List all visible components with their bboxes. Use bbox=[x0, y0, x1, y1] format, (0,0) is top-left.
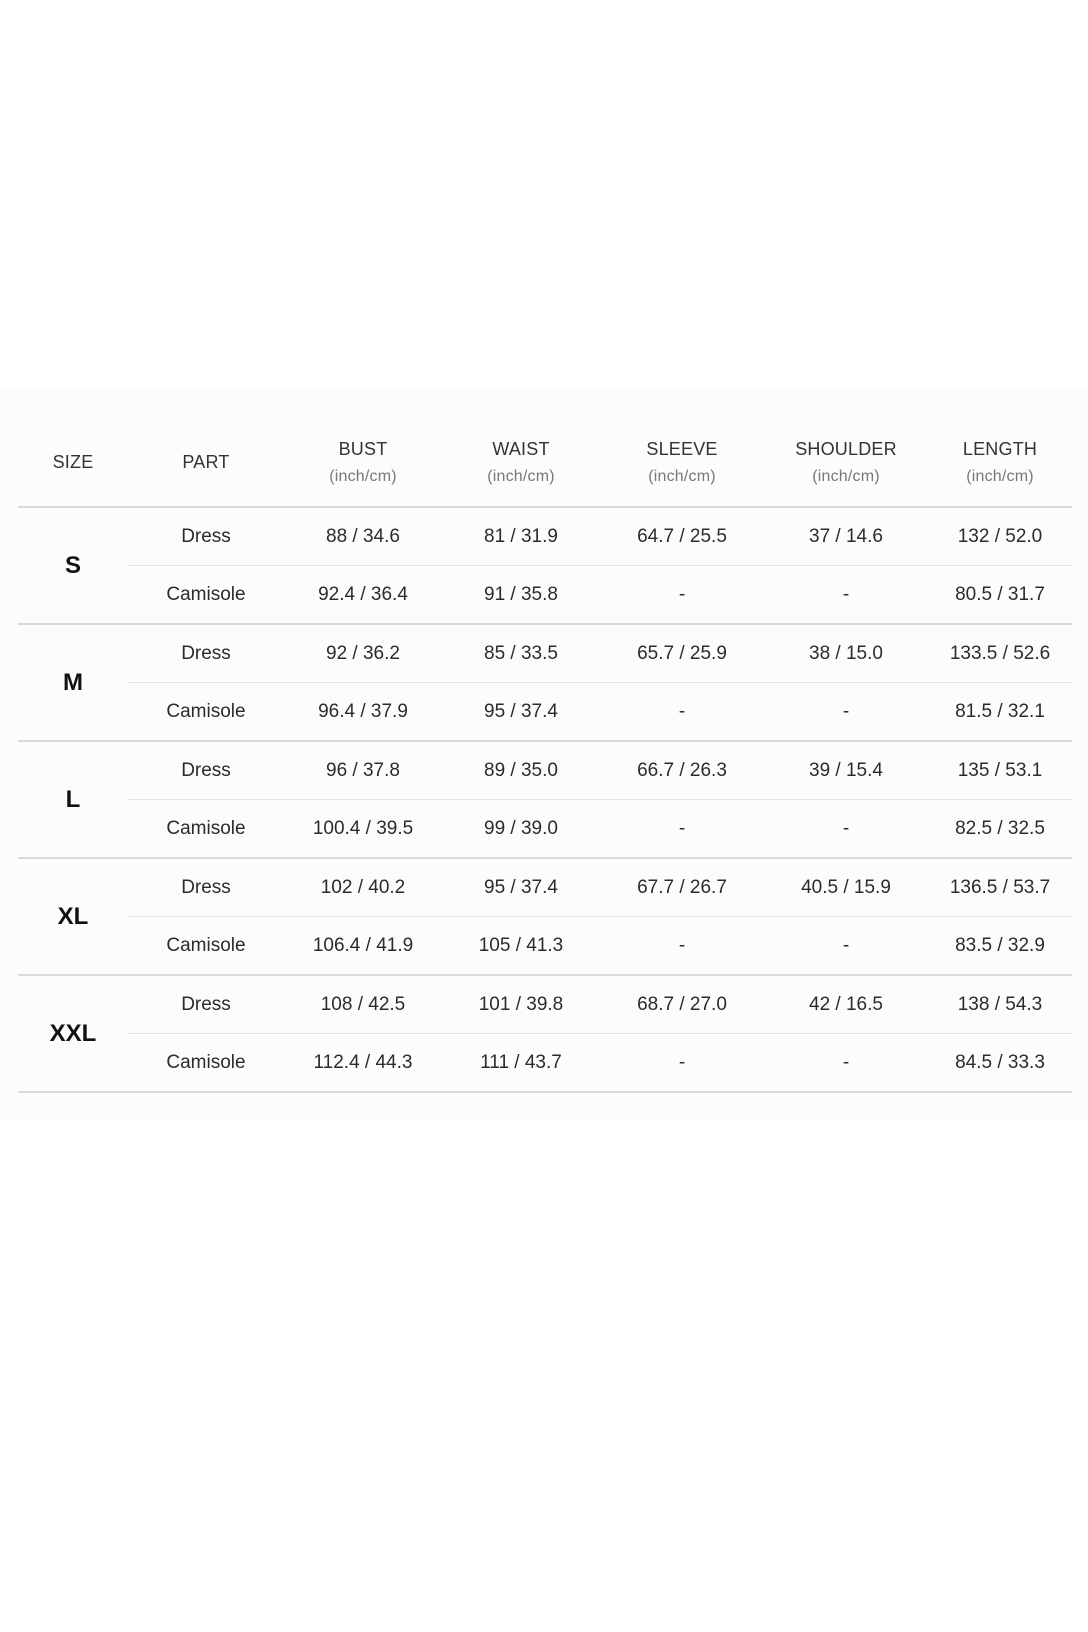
table-row-m-dress bbox=[18, 624, 1072, 683]
part-cell: Camisole bbox=[128, 800, 284, 859]
sleeve-cell: 64.7 / 25.5 bbox=[600, 507, 764, 566]
header-bust bbox=[284, 418, 442, 507]
header-waist bbox=[442, 418, 600, 507]
length-cell: 84.5 / 33.3 bbox=[928, 1034, 1072, 1093]
sleeve-cell: - bbox=[600, 800, 764, 859]
table-row-xl-camisole bbox=[18, 917, 1072, 976]
header-waist-unit: (inch/cm) bbox=[487, 467, 555, 485]
size-label-l: L bbox=[18, 741, 128, 858]
part-cell: Camisole bbox=[128, 1034, 284, 1093]
length-cell: 83.5 / 32.9 bbox=[928, 917, 1072, 976]
sleeve-cell: - bbox=[600, 566, 764, 625]
waist-cell: 91 / 35.8 bbox=[442, 566, 600, 625]
header-size-label: SIZE bbox=[52, 451, 94, 472]
header-bust-unit: (inch/cm) bbox=[329, 467, 397, 485]
sleeve-cell: 66.7 / 26.3 bbox=[600, 741, 764, 800]
size-label-s: S bbox=[18, 507, 128, 624]
header-sleeve-label: SLEEVE bbox=[646, 438, 718, 459]
bust-cell: 112.4 / 44.3 bbox=[284, 1034, 442, 1093]
table-row-xxl-camisole bbox=[18, 1034, 1072, 1093]
sleeve-cell: - bbox=[600, 917, 764, 976]
sleeve-cell: 67.7 / 26.7 bbox=[600, 858, 764, 917]
table-row-l-dress bbox=[18, 741, 1072, 800]
header-sleeve bbox=[600, 418, 764, 507]
header-shoulder-unit: (inch/cm) bbox=[812, 467, 880, 485]
waist-cell: 99 / 39.0 bbox=[442, 800, 600, 859]
size-chart-table bbox=[18, 418, 1072, 1093]
header-bust-label: BUST bbox=[338, 438, 388, 459]
sleeve-cell: - bbox=[600, 683, 764, 742]
waist-cell: 95 / 37.4 bbox=[442, 858, 600, 917]
shoulder-cell: - bbox=[764, 566, 928, 625]
part-cell: Dress bbox=[128, 741, 284, 800]
header-part bbox=[128, 418, 284, 507]
waist-cell: 89 / 35.0 bbox=[442, 741, 600, 800]
header-shoulder bbox=[764, 418, 928, 507]
bust-cell: 100.4 / 39.5 bbox=[284, 800, 442, 859]
size-label-m: M bbox=[18, 624, 128, 741]
header-sleeve-unit: (inch/cm) bbox=[648, 467, 716, 485]
waist-cell: 81 / 31.9 bbox=[442, 507, 600, 566]
header-shoulder-label: SHOULDER bbox=[795, 438, 897, 459]
shoulder-cell: - bbox=[764, 800, 928, 859]
length-cell: 136.5 / 53.7 bbox=[928, 858, 1072, 917]
part-cell: Dress bbox=[128, 624, 284, 683]
length-cell: 133.5 / 52.6 bbox=[928, 624, 1072, 683]
bust-cell: 92 / 36.2 bbox=[284, 624, 442, 683]
part-cell: Dress bbox=[128, 507, 284, 566]
waist-cell: 85 / 33.5 bbox=[442, 624, 600, 683]
shoulder-cell: - bbox=[764, 1034, 928, 1093]
bust-cell: 108 / 42.5 bbox=[284, 975, 442, 1034]
bust-cell: 102 / 40.2 bbox=[284, 858, 442, 917]
sleeve-cell: - bbox=[600, 1034, 764, 1093]
sleeve-cell: 65.7 / 25.9 bbox=[600, 624, 764, 683]
table-row-xl-dress bbox=[18, 858, 1072, 917]
shoulder-cell: 39 / 15.4 bbox=[764, 741, 928, 800]
bust-cell: 96 / 37.8 bbox=[284, 741, 442, 800]
length-cell: 138 / 54.3 bbox=[928, 975, 1072, 1034]
part-cell: Dress bbox=[128, 975, 284, 1034]
waist-cell: 95 / 37.4 bbox=[442, 683, 600, 742]
bust-cell: 88 / 34.6 bbox=[284, 507, 442, 566]
shoulder-cell: 42 / 16.5 bbox=[764, 975, 928, 1034]
length-cell: 81.5 / 32.1 bbox=[928, 683, 1072, 742]
length-cell: 82.5 / 32.5 bbox=[928, 800, 1072, 859]
shoulder-cell: 37 / 14.6 bbox=[764, 507, 928, 566]
shoulder-cell: - bbox=[764, 917, 928, 976]
shoulder-cell: 40.5 / 15.9 bbox=[764, 858, 928, 917]
header-waist-label: WAIST bbox=[492, 438, 550, 459]
waist-cell: 101 / 39.8 bbox=[442, 975, 600, 1034]
bust-cell: 96.4 / 37.9 bbox=[284, 683, 442, 742]
table-row-xxl-dress bbox=[18, 975, 1072, 1034]
waist-cell: 111 / 43.7 bbox=[442, 1034, 600, 1093]
shoulder-cell: - bbox=[764, 683, 928, 742]
bust-cell: 92.4 / 36.4 bbox=[284, 566, 442, 625]
part-cell: Dress bbox=[128, 858, 284, 917]
table-row-s-camisole bbox=[18, 566, 1072, 625]
length-cell: 80.5 / 31.7 bbox=[928, 566, 1072, 625]
table-row-s-dress bbox=[18, 507, 1072, 566]
header-length bbox=[928, 418, 1072, 507]
table-row-l-camisole bbox=[18, 800, 1072, 859]
header-length-label: LENGTH bbox=[962, 438, 1038, 459]
size-label-xxl: XXL bbox=[18, 975, 128, 1092]
header-size bbox=[18, 418, 128, 507]
part-cell: Camisole bbox=[128, 566, 284, 625]
length-cell: 135 / 53.1 bbox=[928, 741, 1072, 800]
header-row bbox=[18, 418, 1072, 507]
header-length-unit: (inch/cm) bbox=[966, 467, 1034, 485]
bust-cell: 106.4 / 41.9 bbox=[284, 917, 442, 976]
length-cell: 132 / 52.0 bbox=[928, 507, 1072, 566]
header-part-label: PART bbox=[182, 451, 230, 472]
waist-cell: 105 / 41.3 bbox=[442, 917, 600, 976]
part-cell: Camisole bbox=[128, 683, 284, 742]
size-label-xl: XL bbox=[18, 858, 128, 975]
shoulder-cell: 38 / 15.0 bbox=[764, 624, 928, 683]
sleeve-cell: 68.7 / 27.0 bbox=[600, 975, 764, 1034]
table-row-m-camisole bbox=[18, 683, 1072, 742]
part-cell: Camisole bbox=[128, 917, 284, 976]
